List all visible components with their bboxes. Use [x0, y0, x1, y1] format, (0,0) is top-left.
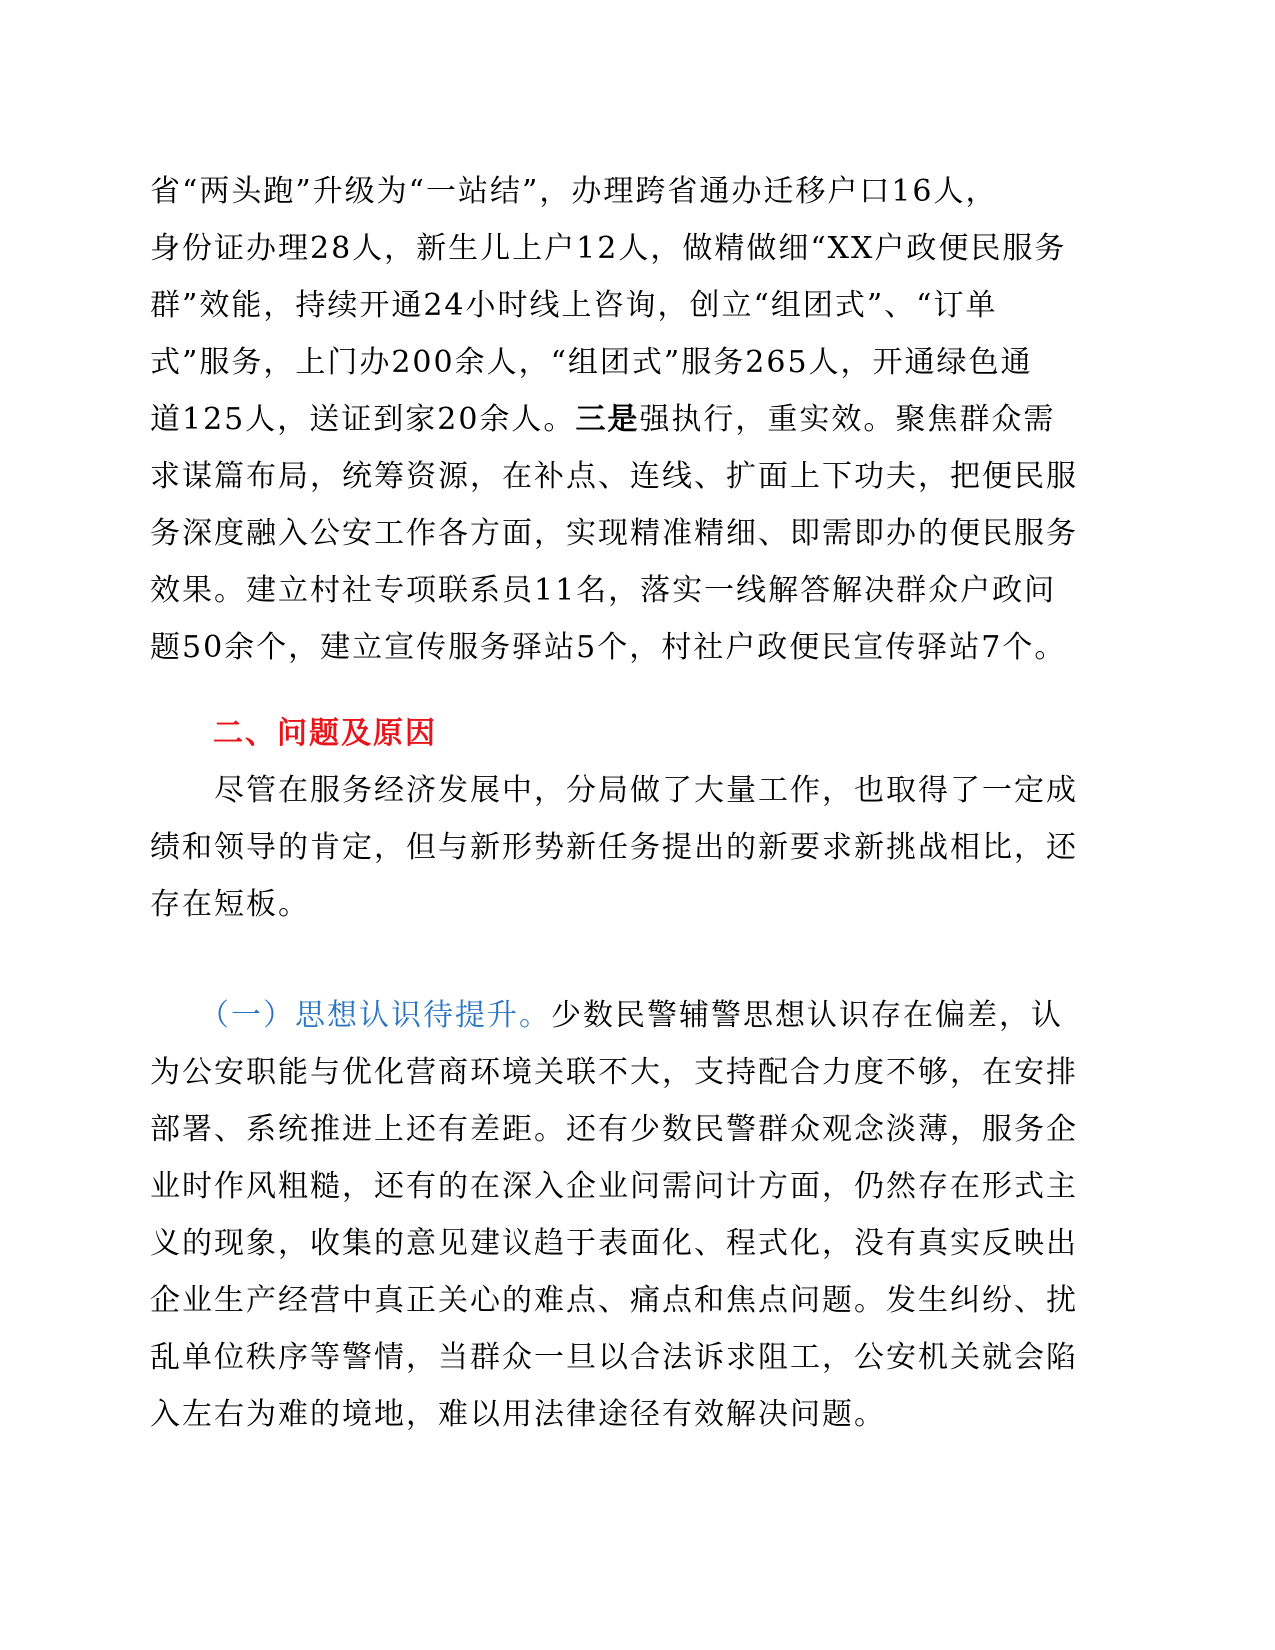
line-text: 强执行，重实效。聚焦群众需 — [639, 402, 1056, 437]
paragraph-line: 业时作风粗糙，还有的在深入企业问需问计方面，仍然存在形式主 — [150, 1169, 1078, 1204]
paragraph-line: 省“两头跑”升级为“一站结”，办理跨省通办迁移户口16人， — [150, 174, 998, 209]
paragraph-line: 尽管在服务经济发展中，分局做了大量工作，也取得了一定成 — [150, 773, 1078, 808]
subheading-ideological-awareness: （一）思想认识待提升。 — [214, 998, 551, 1033]
paragraph-line: 效果。建立村社专项联系员11名，落实一线解答解决群众户政问 — [150, 573, 1057, 608]
paragraph-line: 题50余个，建立宣传服务驿站5个，村社户政便民宣传驿站7个。 — [150, 630, 1067, 665]
paragraph-line: 务深度融入公安工作各方面，实现精准精细、即需即办的便民服务 — [150, 516, 1078, 551]
paragraph-line: 存在短板。 — [150, 887, 310, 922]
line-text: 道125人，送证到家20余人。 — [150, 402, 576, 437]
bold-label-third: 三是 — [575, 402, 640, 437]
section-heading-problems: 二、问题及原因 — [213, 716, 437, 751]
paragraph-line: 绩和领导的肯定，但与新形势新任务提出的新要求新挑战相比，还 — [150, 830, 1078, 865]
indent — [150, 998, 214, 1033]
paragraph-line: 为公安职能与优化营商环境关联不大，支持配合力度不够，在安排 — [150, 1055, 1078, 1090]
line-text: 少数民警辅警思想认识存在偏差，认 — [551, 998, 1063, 1033]
paragraph-line — [150, 391, 1110, 448]
paragraph-household-services — [150, 163, 1110, 676]
paragraph-line — [150, 987, 1110, 1044]
paragraph-ideological-awareness — [150, 987, 1110, 1443]
paragraph-line: 乱单位秩序等警情，当群众一旦以合法诉求阻工，公安机关就会陷 — [150, 1340, 1078, 1375]
paragraph-problems-intro — [150, 762, 1110, 933]
paragraph-line: 式”服务，上门办200余人，“组团式”服务265人，开通绿色通 — [150, 345, 1033, 380]
paragraph-line: 群”效能，持续开通24小时线上咨询，创立“组团式”、“订单 — [150, 288, 998, 323]
paragraph-line: 部署、系统推进上还有差距。还有少数民警群众观念淡薄，服务企 — [150, 1112, 1078, 1147]
paragraph-line: 求谋篇布局，统筹资源，在补点、连线、扩面上下功夫，把便民服 — [150, 459, 1078, 494]
paragraph-line: 入左右为难的境地，难以用法律途径有效解决问题。 — [150, 1397, 886, 1432]
paragraph-line: 义的现象，收集的意见建议趋于表面化、程式化，没有真实反映出 — [150, 1226, 1078, 1261]
paragraph-line: 身份证办理28人，新生儿上户12人，做精做细“XX户政便民服务 — [150, 231, 1067, 266]
paragraph-line: 企业生产经营中真正关心的难点、痛点和焦点问题。发生纠纷、扰 — [150, 1283, 1078, 1318]
